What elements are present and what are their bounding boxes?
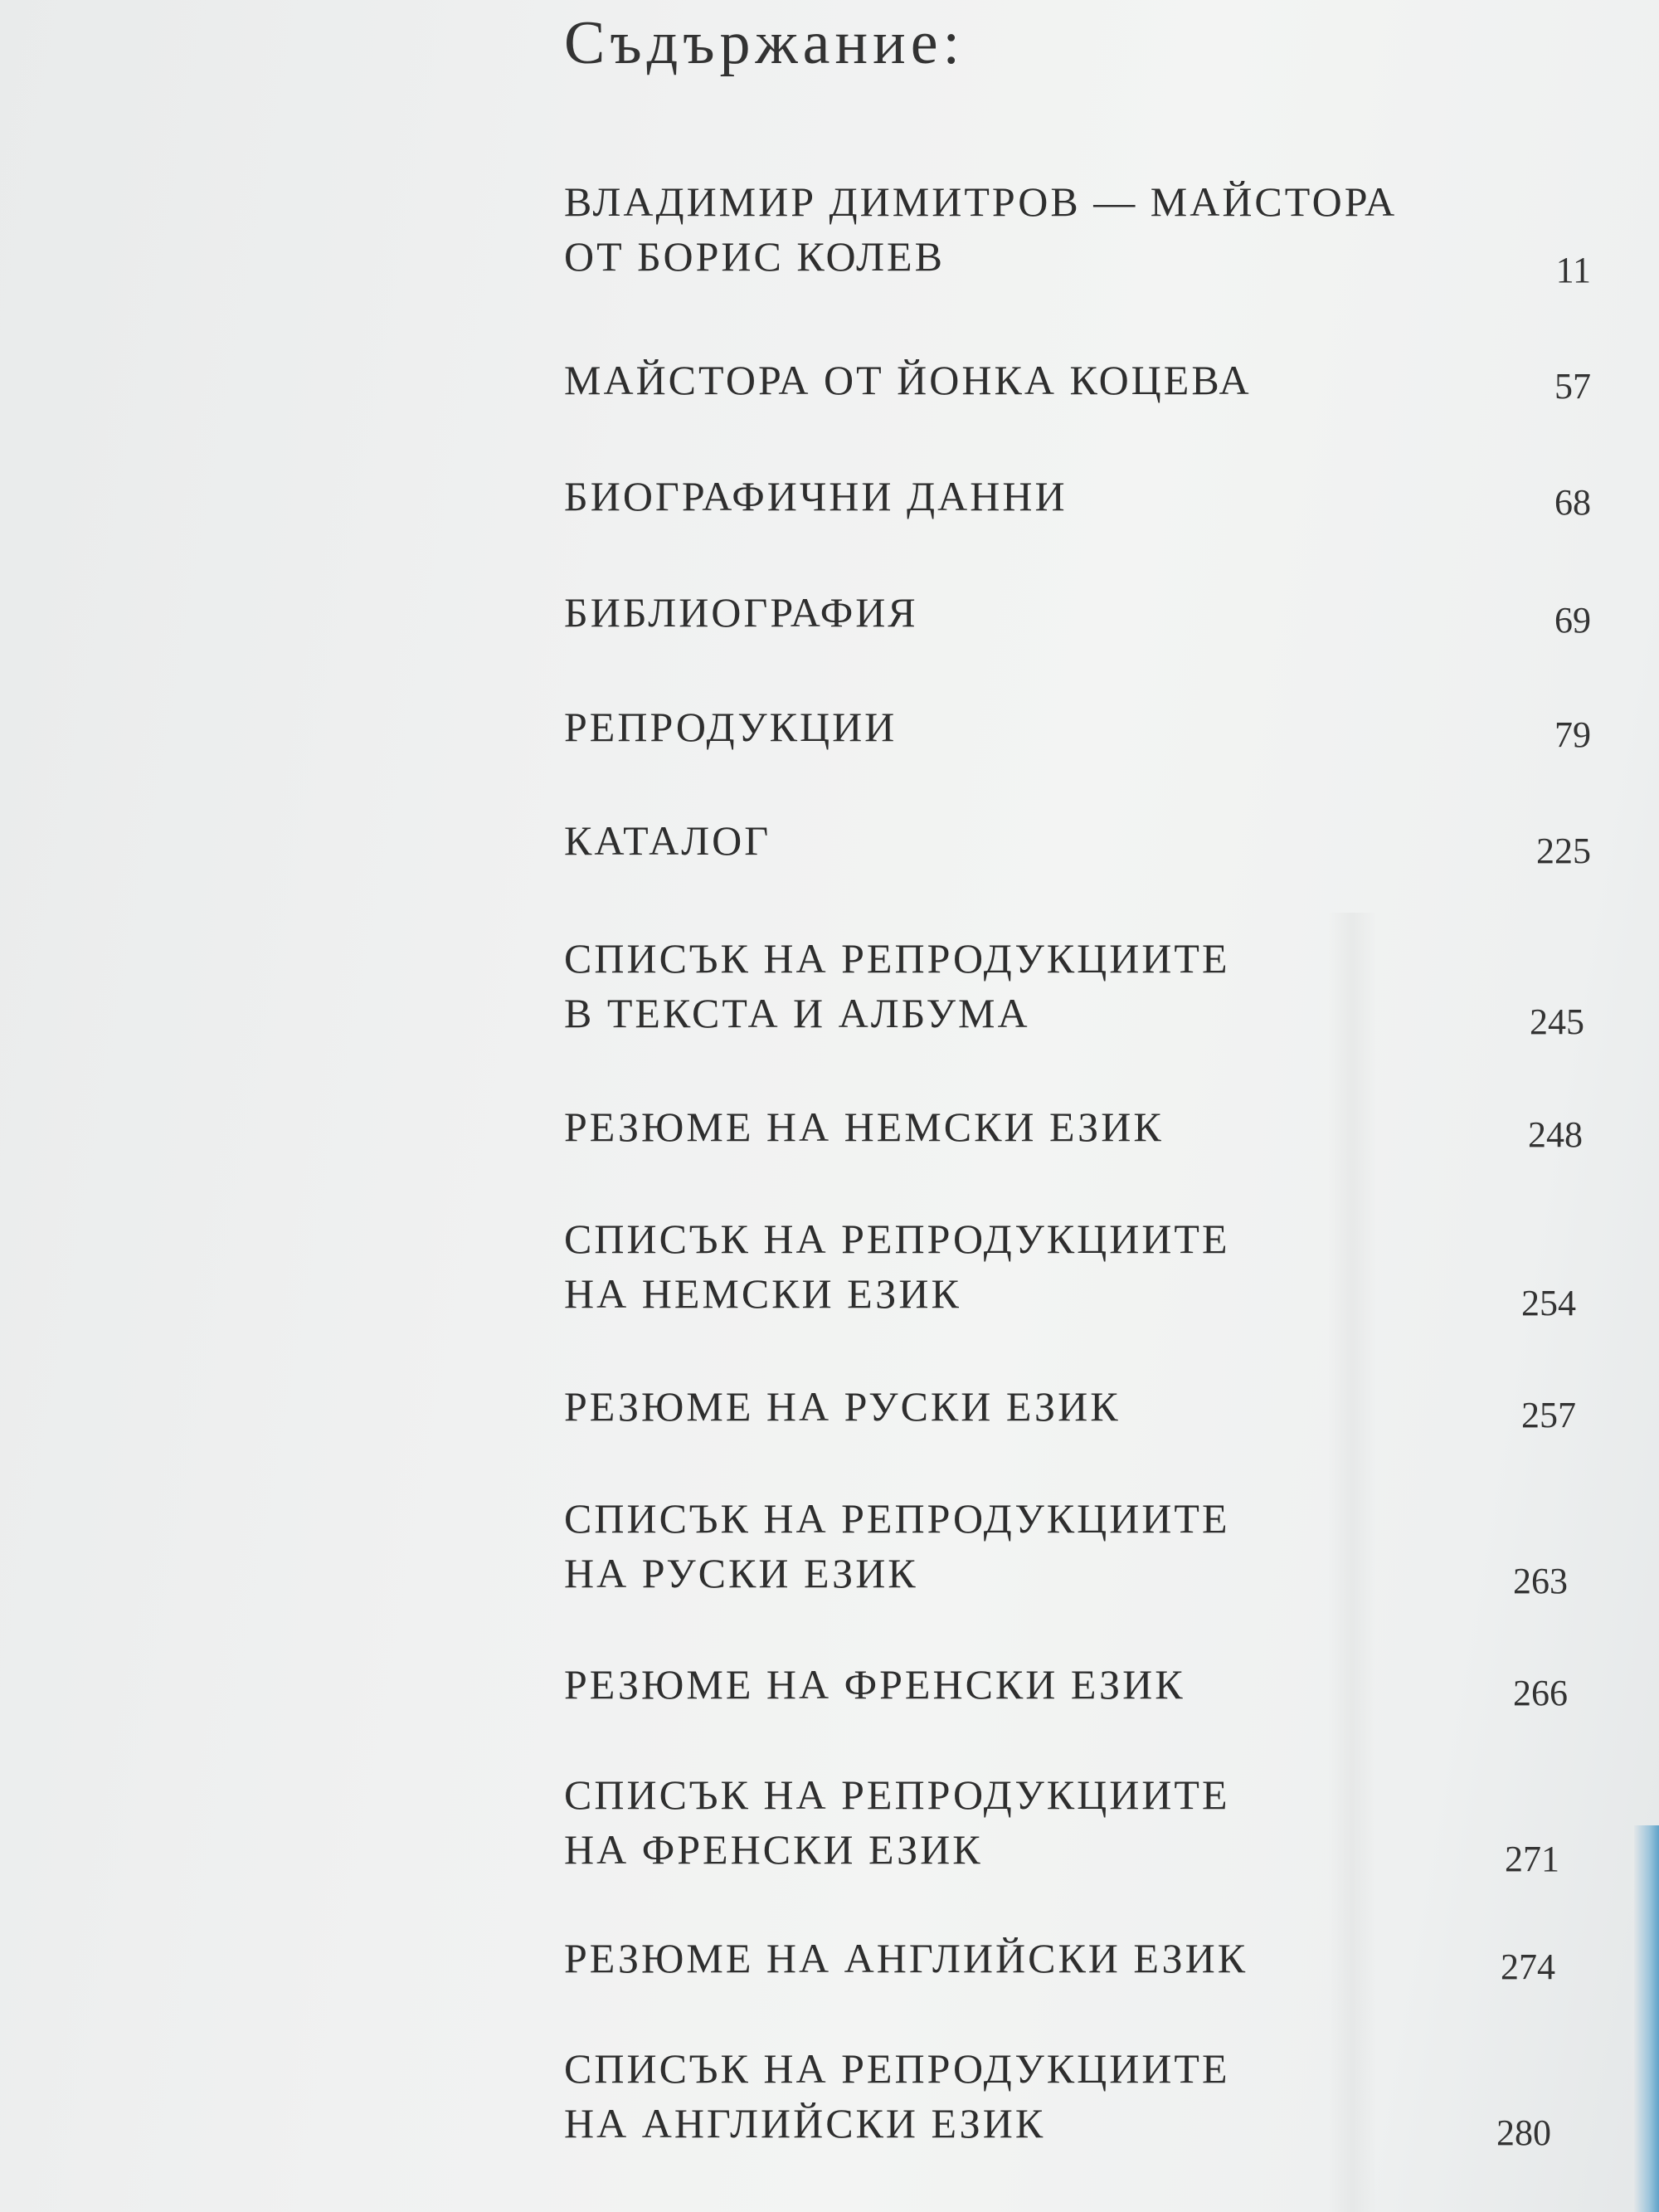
toc-entry-title-line: СПИСЪК НА РЕПРОДУКЦИИТЕ [564, 935, 1230, 982]
toc-entry-title-line: СПИСЪК НА РЕПРОДУКЦИИТЕ [564, 2045, 1230, 2092]
toc-entry-title-line: НА ФРЕНСКИ ЕЗИК [564, 1826, 983, 1873]
toc-entry-title-line: БИОГРАФИЧНИ ДАННИ [564, 473, 1068, 519]
toc-entry-title [564, 353, 1252, 407]
toc-entry-title-line: НА АНГЛИЙСКИ ЕЗИК [564, 2100, 1046, 2146]
toc-entry-title-line: БИБЛИОГРАФИЯ [564, 589, 918, 636]
toc-page-number: 280 [1496, 2112, 1551, 2153]
toc-page-number: 225 [1536, 831, 1591, 871]
toc-entry-title [564, 813, 771, 868]
toc-page-number: 263 [1513, 1561, 1568, 1601]
toc-entry-title [564, 1491, 1230, 1601]
toc-page-number: 271 [1505, 1839, 1559, 1879]
toc-entry-title-line: ВЛАДИМИР ДИМИТРОВ — МАЙСТОРА [564, 178, 1398, 225]
toc-entry-title [564, 1099, 1164, 1154]
toc-entry-title [564, 2041, 1230, 2151]
toc-entry-title-line: КАТАЛОГ [564, 817, 771, 864]
toc-entry-title [564, 585, 918, 640]
toc-entry-title-line: СПИСЪК НА РЕПРОДУКЦИИТЕ [564, 1771, 1230, 1818]
toc-entry-title [564, 1379, 1121, 1434]
toc-entry-title [564, 1767, 1230, 1877]
toc-entry-title-line: РЕЗЮМЕ НА НЕМСКИ ЕЗИК [564, 1104, 1164, 1150]
toc-page-number: 79 [1554, 714, 1591, 755]
toc-page-number: 69 [1554, 600, 1591, 641]
toc-page-number: 68 [1554, 482, 1591, 523]
toc-entry-title-line: В ТЕКСТА И АЛБУМА [564, 990, 1030, 1036]
toc-entry-title-line: РЕПРОДУКЦИИ [564, 704, 898, 750]
toc-entry-title-line: НА РУСКИ ЕЗИК [564, 1550, 918, 1596]
toc-entry-title [564, 699, 897, 754]
toc-page-number: 11 [1555, 250, 1591, 290]
toc-page-number: 266 [1513, 1673, 1568, 1713]
toc-page-number: 57 [1554, 366, 1591, 407]
toc-entry-title-line: РЕЗЮМЕ НА АНГЛИЙСКИ ЕЗИК [564, 1935, 1248, 1981]
toc-page-number: 245 [1530, 1001, 1584, 1042]
page-edge [1634, 1825, 1659, 2212]
toc-entry-title-line: ОТ БОРИС КОЛЕВ [564, 233, 945, 280]
toc-entry-title-line: РЕЗЮМЕ НА РУСКИ ЕЗИК [564, 1383, 1121, 1430]
toc-entry-title-line: НА НЕМСКИ ЕЗИК [564, 1270, 961, 1317]
toc-entry-title [564, 469, 1068, 524]
toc-entry-title [564, 1931, 1248, 1985]
toc-entry-title-line: СПИСЪК НА РЕПРОДУКЦИИТЕ [564, 1216, 1230, 1262]
toc-page-number: 257 [1521, 1395, 1576, 1435]
toc-page-number: 248 [1528, 1114, 1583, 1155]
toc-entry-title-line: МАЙСТОРА ОТ ЙОНКА КОЦЕВА [564, 357, 1252, 403]
toc-entry-title [564, 1657, 1185, 1712]
toc-entry-title-line: РЕЗЮМЕ НА ФРЕНСКИ ЕЗИК [564, 1661, 1185, 1708]
toc-entry-title [564, 931, 1230, 1040]
toc-page-number: 254 [1521, 1283, 1576, 1323]
toc-entry-title-line: СПИСЪК НА РЕПРОДУКЦИИТЕ [564, 1495, 1230, 1542]
toc-entry-title [564, 1211, 1230, 1321]
paper-crease [1327, 913, 1377, 2212]
page-title: Съдържание: [564, 9, 966, 77]
toc-entry-title [564, 174, 1397, 284]
toc-page-number: 274 [1501, 1946, 1555, 1987]
